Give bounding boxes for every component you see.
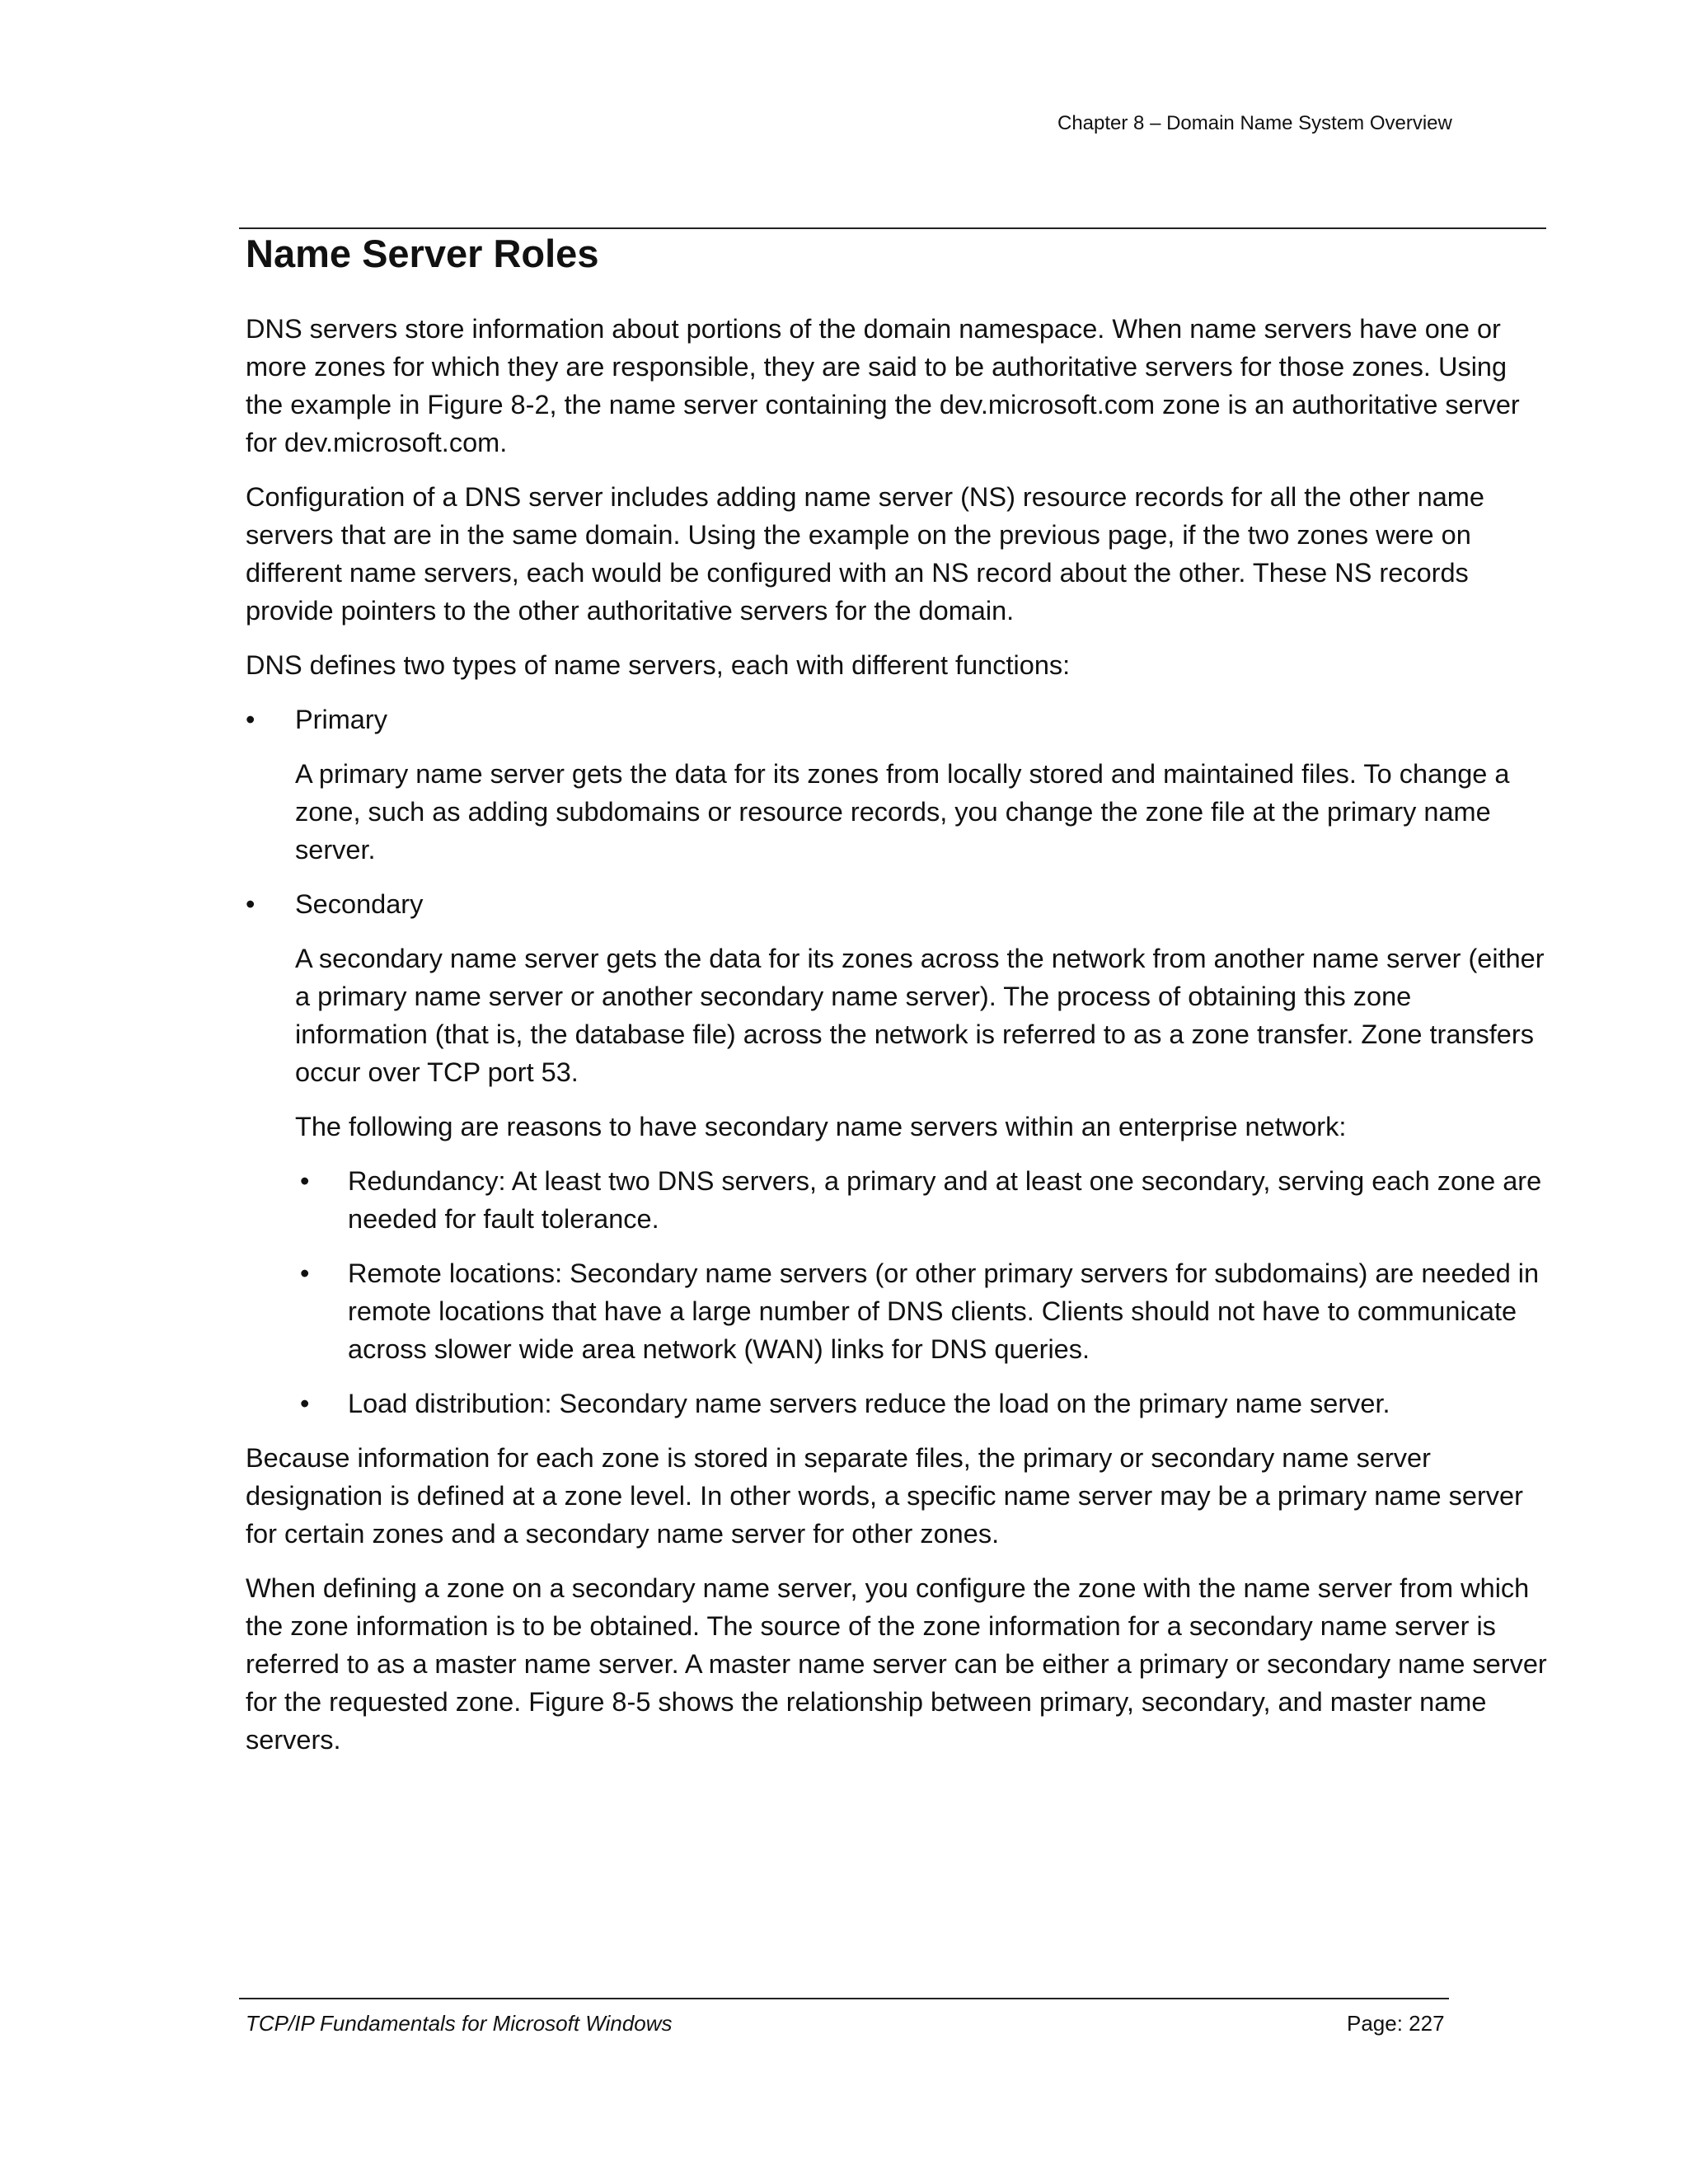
secondary-description: A secondary name server gets the data for its zones across the network from another name server (either a primary name server or another secondary name server). The process of obtaining this zone information (that is, the database file) across the network is referred to as a zone transfer. Zone transfers occur over TCP port 53. [295, 944, 1545, 1087]
list-item-text: Remote locations: Secondary name servers (or other primary servers for subdomains) are needed in remote locations that have a large number of DNS clients. Clients should not have to communicate across slower wide area network (WAN) links for DNS queries. [348, 1258, 1540, 1364]
list-item-primary [246, 701, 1548, 738]
paragraph-zone-level: Because information for each zone is stored in separate files, the primary or secondary name server designation is defined at a zone level. In other words, a specific name server may be a primary name server for certain zones and a secondary name server for other zones. [246, 1443, 1523, 1549]
list-item-label: Secondary [295, 889, 424, 919]
list-item-redundancy [300, 1162, 1548, 1238]
running-header: Chapter 8 – Domain Name System Overview [1057, 112, 1452, 134]
paragraph-ns-records: Configuration of a DNS server includes adding name server (NS) resource records for all the other name servers that are in the same domain. Using the example on the previous page, if the two zones were on different name servers, each would be configured with an NS record about the other. These NS records provide pointers to the other authoritative servers for the domain. [246, 482, 1484, 626]
secondary-description-block [246, 940, 1548, 1146]
reasons-intro: The following are reasons to have secondary name servers within an enterprise network: [295, 1112, 1347, 1141]
list-item-label: Primary [295, 705, 387, 734]
bullet-icon: • [300, 1258, 310, 1288]
primary-description: A primary name server gets the data for its zones from locally stored and maintained files. To change a zone, such as adding subdomains or resource records, you change the zone file at the primary name server. [295, 759, 1510, 865]
top-rule [239, 227, 1546, 229]
reasons-list [246, 1162, 1548, 1422]
section-heading: Name Server Roles [246, 232, 599, 275]
paragraph-types-intro: DNS defines two types of name servers, each with different functions: [246, 650, 1071, 680]
list-item-text: Load distribution: Secondary name servers reduce the load on the primary name server. [348, 1389, 1390, 1418]
bullet-icon: • [246, 889, 256, 919]
list-item-secondary [246, 885, 1548, 923]
footer-book-title: TCP/IP Fundamentals for Microsoft Windows [246, 2011, 673, 2036]
list-item-load-distribution [300, 1385, 1548, 1422]
paragraph-authoritative: DNS servers store information about portions of the domain namespace. When name servers have one or more zones for which they are responsible, they are said to be authoritative servers for those zones. Using the example in Figure 8-2, the name server containing the dev.microsoft.com zone is an authoritative server for dev.microsoft.com. [246, 314, 1520, 457]
bullet-icon: • [300, 1389, 310, 1418]
bullet-icon: • [300, 1166, 310, 1196]
bullet-icon: • [246, 705, 256, 734]
footer-page-number: Page: 227 [1347, 2011, 1445, 2036]
list-item-remote-locations [300, 1254, 1548, 1368]
paragraph-master-server: When defining a zone on a secondary name server, you configure the zone with the name server from which the zone information is to be obtained. The source of the zone information for a secondary name server is referred to as a master name server. A master name server can be either a primary or secondary name server for the requested zone. Figure 8-5 shows the relationship between primary, secondary, and master name servers. [246, 1573, 1547, 1755]
body-text [246, 310, 1548, 1775]
primary-description-block [246, 755, 1548, 869]
list-item-text: Redundancy: At least two DNS servers, a primary and at least one secondary, serving each zone are needed for fault tolerance. [348, 1166, 1542, 1234]
bottom-rule [239, 1998, 1449, 1999]
